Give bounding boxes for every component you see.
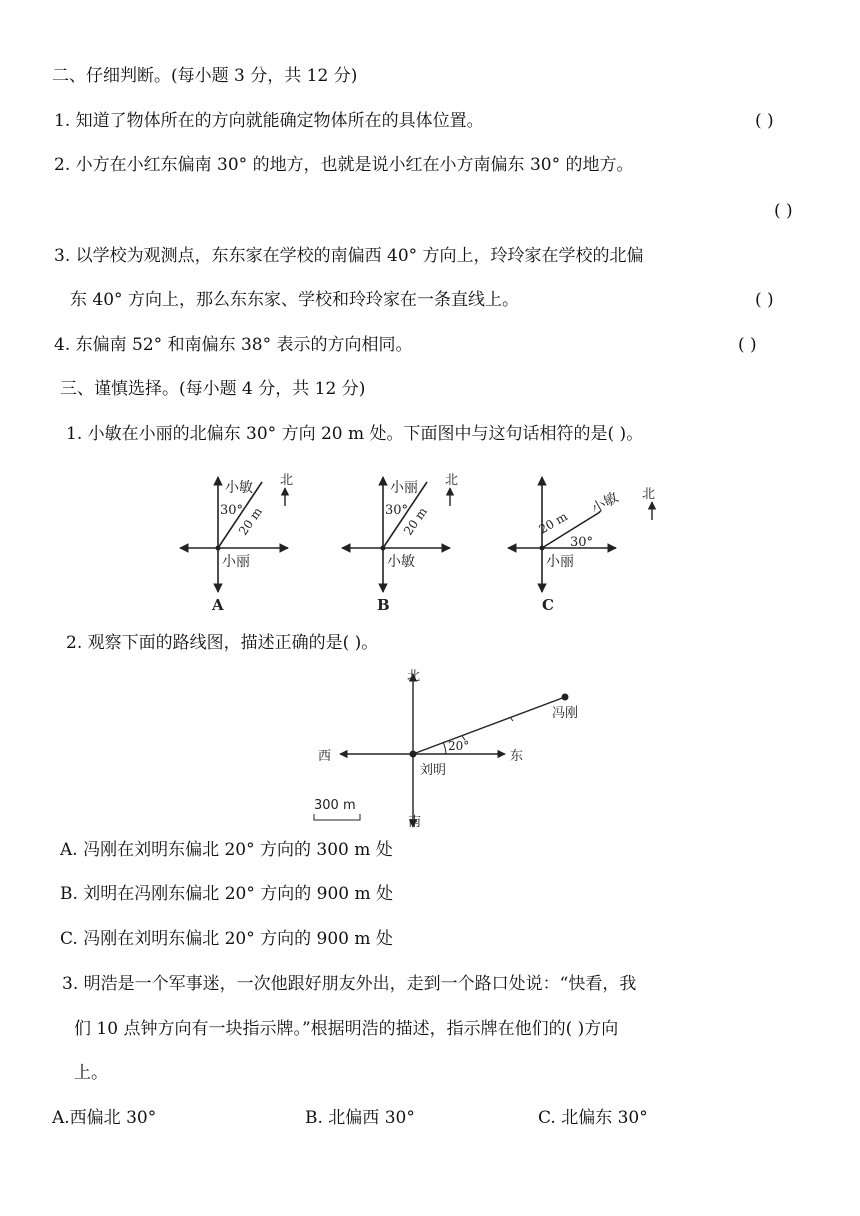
map-north: 北: [407, 669, 421, 684]
figure-c-north: 北: [642, 487, 656, 502]
choice-q2-text: 2. 观察下面的路线图，描述正确的是( )。: [66, 633, 379, 653]
q3-option-c[interactable]: C. 北偏东 30°: [538, 1108, 648, 1128]
q3-option-a[interactable]: A.西偏北 30°: [52, 1108, 157, 1128]
map-origin-label: 刘明: [420, 763, 447, 778]
q2-option-a[interactable]: A. 冯刚在刘明东偏北 20° 方向的 300 m 处: [60, 840, 393, 860]
figure-b-north: 北: [445, 473, 459, 488]
figure-a[interactable]: [180, 473, 293, 614]
judge-item-3-line1: 3. 以学校为观测点，东东家在学校的南偏西 40° 方向上，玲玲家在学校的北偏: [54, 246, 644, 266]
figure-c-caption: C: [542, 596, 554, 614]
map-east: 东: [510, 749, 524, 764]
figure-b-caption: B: [377, 596, 390, 614]
map-target-label: 冯刚: [552, 706, 579, 721]
origin-point: [410, 751, 417, 758]
route-map: [300, 662, 620, 832]
answer-paren-2[interactable]: ( ): [774, 201, 793, 221]
figure-b-bottom-label: 小敏: [387, 554, 415, 570]
figure-c-angle: 30°: [570, 535, 594, 550]
choice-q3-line2: 们 10 点钟方向有一块指示牌。”根据明浩的描述，指示牌在他们的( )方向: [74, 1019, 619, 1039]
map-scale-label: 300 m: [314, 798, 356, 813]
map-south: 南: [408, 815, 422, 830]
figure-a-angle: 30°: [220, 503, 244, 518]
figure-b-top-label: 小丽: [390, 480, 418, 496]
section3-heading: 三、谨慎选择。(每小题 4 分，共 12 分): [60, 379, 366, 399]
choice-q3-line3: 上。: [74, 1063, 108, 1083]
q2-option-c[interactable]: C. 冯刚在刘明东偏北 20° 方向的 900 m 处: [60, 929, 393, 949]
answer-paren-4[interactable]: ( ): [738, 335, 757, 355]
map-west: 西: [318, 749, 332, 764]
figure-c-top-label: 小敏: [589, 489, 622, 518]
figure-b[interactable]: [342, 473, 458, 614]
judge-item-1: 1. 知道了物体所在的方向就能确定物体所在的具体位置。: [54, 111, 484, 131]
map-angle: 20°: [448, 739, 470, 753]
figure-b-angle: 30°: [385, 503, 409, 518]
q3-option-b[interactable]: B. 北偏西 30°: [305, 1108, 415, 1128]
section2-heading: 二、仔细判断。(每小题 3 分，共 12 分): [52, 66, 358, 86]
judge-item-2: 2. 小方在小红东偏南 30° 的地方，也就是说小红在小方南偏东 30° 的地方。: [54, 155, 634, 175]
answer-paren-1[interactable]: ( ): [755, 111, 774, 131]
judge-item-4: 4. 东偏南 52° 和南偏东 38° 表示的方向相同。: [54, 335, 413, 355]
target-point: [562, 694, 569, 701]
figure-c-bottom-label: 小丽: [546, 554, 574, 570]
answer-paren-3[interactable]: ( ): [755, 290, 774, 310]
q2-option-b[interactable]: B. 刘明在冯刚东偏北 20° 方向的 900 m 处: [60, 884, 394, 904]
q1-figures: [170, 462, 680, 622]
figure-a-bottom-label: 小丽: [222, 554, 250, 570]
figure-a-dist: 20 m: [235, 504, 265, 538]
figure-c[interactable]: [508, 477, 655, 614]
judge-item-3-line2: 东 40° 方向上，那么东东家、学校和玲玲家在一条直线上。: [70, 290, 519, 310]
choice-q1-text: 1. 小敏在小丽的北偏东 30° 方向 20 m 处。下面图中与这句话相符的是( )。: [66, 424, 644, 444]
figure-a-north: 北: [280, 473, 294, 488]
figure-a-caption: A: [212, 596, 224, 614]
choice-q3-line1: 3. 明浩是一个军事迷，一次他跟好朋友外出，走到一个路口处说：“快看，我: [62, 974, 637, 994]
figure-a-top-label: 小敏: [225, 480, 253, 496]
figure-b-dist: 20 m: [400, 504, 430, 538]
figure-c-dist: 20 m: [536, 509, 570, 537]
